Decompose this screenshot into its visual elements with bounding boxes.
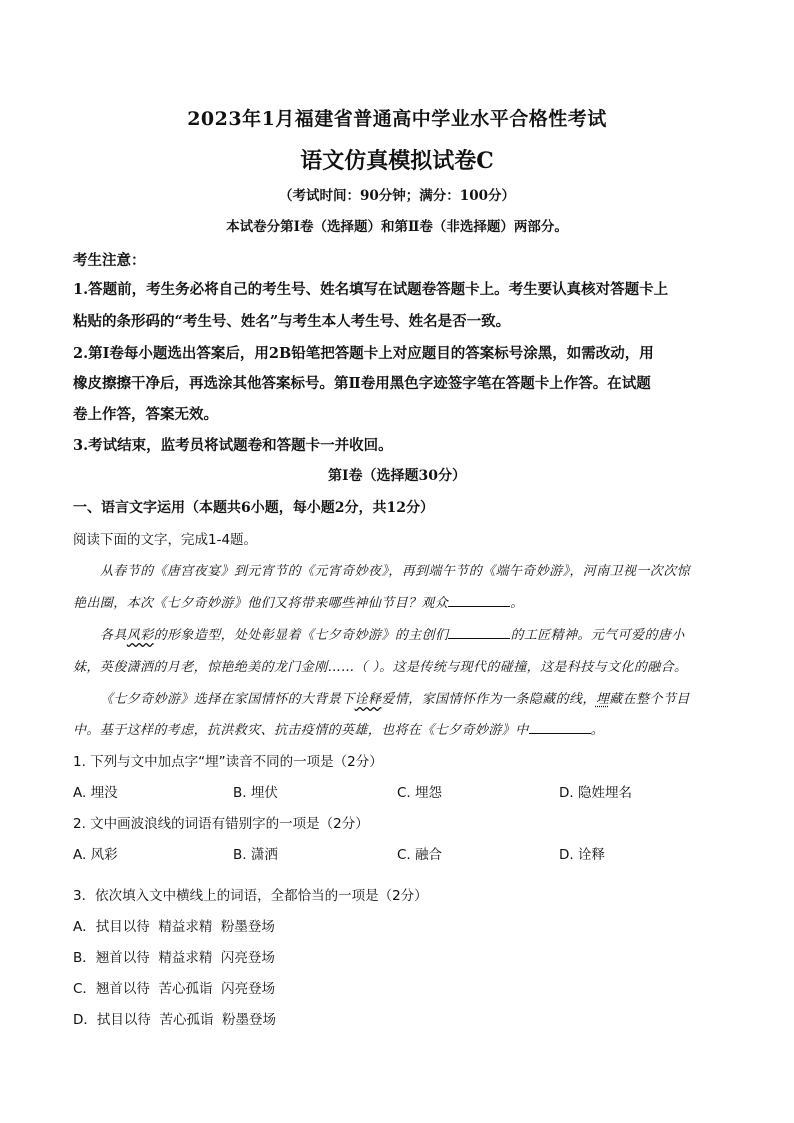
wavy-word-quanshi: 诠释: [354, 692, 382, 707]
section-heading: 一、语言文字运用（本题共6小题，每小题2分，共12分）: [73, 500, 434, 516]
wavy-word-fengcai: 风彩: [126, 628, 154, 643]
reading-instruction: 阅读下面的文字，完成1-4题。: [73, 532, 258, 548]
notice-item-2-line-2: 橡皮擦擦干净后，再选涂其他答案标号。第Ⅱ卷用黑色字迹签字笔在答题卡上作答。在试题: [73, 375, 651, 392]
passage-p1-line-2: [73, 592, 723, 611]
notice-item-2-line-3: 卷上作答，答案无效。: [73, 406, 218, 423]
question-1-option-c: C. 埋怨: [397, 785, 443, 801]
question-2-option-a: A. 风彩: [73, 847, 118, 863]
exam-time-info: （考试时间：90分钟；满分：100分）: [279, 188, 515, 204]
question-1-option-d: D. 隐姓埋名: [559, 785, 632, 801]
question-3-option-a: A．拭目以待 精益求精 粉墨登场: [73, 919, 275, 935]
passage-p2-line-2: 妹，英俊潇洒的月老，惊艳绝美的龙门金刚……（ ）。这是传统与现代的碰撞，这是科技与文化的融合。: [73, 660, 688, 675]
question-1-option-b: B. 埋伏: [233, 785, 278, 801]
question-3-stem: 3．依次填入文中横线上的词语，全都恰当的一项是（2分）: [73, 888, 428, 904]
passage-text: 《七夕奇妙游》选择在家国情怀的大背景下: [100, 692, 355, 707]
notice-item-1-line-1: 1.答题前，考生务必将自己的考生号、姓名填写在试题卷答题卡上。考生要认真核对答题卡上: [73, 281, 669, 298]
notice-item-2-line-1: 2.第Ⅰ卷每小题选出答案后，用2B铅笔把答题卡上对应题目的答案标号涂黑，如需改动，用: [73, 345, 654, 362]
question-3-option-d: D．拭目以待 苦心孤诣 粉墨登场: [73, 1012, 277, 1028]
exam-subtitle: 语文仿真模拟试卷C: [300, 148, 494, 174]
passage-text: 藏在整个节目: [609, 692, 690, 707]
passage-p3-line-1: [100, 688, 750, 707]
passage-text: 。: [590, 723, 605, 738]
passage-text: 爱情，家国情怀作为一条隐藏的线，: [381, 692, 596, 707]
passage-text: 的工匠精神。元气可爱的唐小: [510, 628, 685, 643]
exam-title: 2023年1月福建省普通高中学业水平合格性考试: [187, 108, 607, 130]
passage-text: 艳出圈，本次《七夕奇妙游》他们又将带来哪些神仙节目？观众: [73, 596, 449, 611]
notice-item-1-line-2: 粘贴的条形码的“考生号、姓名”与考生本人考生号、姓名是否一致。: [73, 313, 511, 330]
question-1-stem: 1. 下列与文中加点字“埋”读音不同的一项是（2分）: [73, 754, 383, 770]
question-2-option-d: D. 诠释: [559, 847, 605, 863]
fill-blank-2: [448, 626, 510, 639]
passage-p2-line-1: [100, 624, 750, 643]
exam-structure: 本试卷分第Ⅰ卷（选择题）和第Ⅱ卷（非选择题）两部分。: [226, 219, 568, 235]
question-3-option-c: C．翘首以待 苦心孤诣 闪亮登场: [73, 981, 276, 997]
notice-heading: 考生注意：: [73, 252, 146, 269]
passage-p1-line-1: 从春节的《唐宫夜宴》到元宵节的《元宵奇妙夜》，再到端午节的《端午奇妙游》，河南卫视一次次惊: [100, 564, 691, 579]
dotted-char-mai: 埋: [595, 692, 610, 707]
passage-text: 的形象造型，处处彰显着《七夕奇妙游》的主创们: [153, 628, 449, 643]
passage-text: 各具: [100, 628, 127, 643]
part1-heading: 第Ⅰ卷（选择题30分）: [327, 468, 467, 484]
passage-text: 中。基于这样的考虑，抗洪救灾、抗击疫情的英雄，也将在《七夕奇妙游》中: [73, 723, 529, 738]
question-2-stem: 2. 文中画波浪线的词语有错别字的一项是（2分）: [73, 816, 369, 832]
fill-blank-3: [529, 721, 591, 734]
passage-text: 。: [510, 596, 524, 611]
question-1-option-a: A. 埋没: [73, 785, 118, 801]
question-2-option-b: B. 潇洒: [233, 847, 278, 863]
fill-blank-1: [448, 594, 510, 607]
notice-item-3: 3.考试结束，监考员将试题卷和答题卡一并收回。: [73, 437, 393, 454]
passage-p3-line-2: [73, 719, 723, 738]
question-3-option-b: B．翘首以待 精益求精 闪亮登场: [73, 950, 275, 966]
question-2-option-c: C. 融合: [397, 847, 443, 863]
